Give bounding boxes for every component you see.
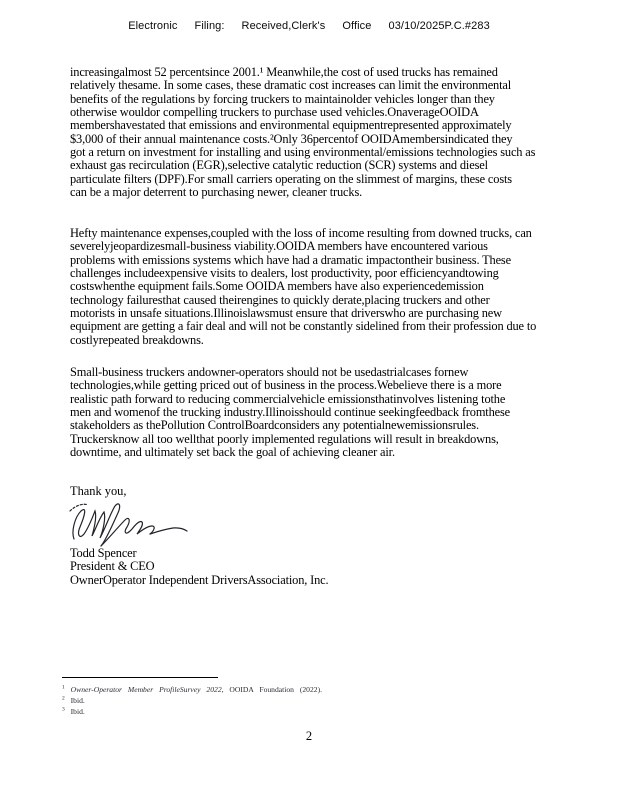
signatory-name: Todd Spencer <box>70 546 137 560</box>
signature-block <box>70 547 328 587</box>
footnote-1-citation-rest: , OOIDA Foundation (2022). <box>221 685 323 694</box>
footnote-2-text: Ibid. <box>70 696 85 706</box>
footnotes <box>62 684 578 718</box>
footnote-separator <box>62 677 218 678</box>
text-line: equipment are getting a fair deal and will not be constantly sidelined from their profession due to <box>70 319 537 334</box>
signatory-title: President & CEO <box>70 559 155 574</box>
text-line: membershavestated that emissions and environmental equipmentrepresented approximately <box>70 118 512 133</box>
paragraph-maintenance <box>70 227 536 347</box>
text-line: Truckersknow all too wellthat poorly implemented regulations will result in breakdowns, <box>70 431 499 446</box>
page-number: 2 <box>305 729 313 743</box>
text-line: severelyjeopardizesmall-business viability.OOIDA members have encountered various <box>70 239 488 254</box>
text-line: 03/10/2025P.C.#283 <box>388 20 490 32</box>
text-line: got a return on investment for installing and using environmental/emissions technologies such as <box>70 145 536 160</box>
text-line: technologies,while getting priced out of business in the process.Webelieve there is a more <box>70 378 502 393</box>
signatory-org: OwnerOperator Independent DriversAssociation, Inc. <box>70 572 329 587</box>
text-line: Small-business truckers andowner-operators should not be usedastrialcases fornew <box>70 365 469 379</box>
text-line: technology failuresthat caused theirengines to quickly derate,placing truckers and other <box>70 292 490 307</box>
text-line: downtime, and ultimately set back the goal of achieving cleaner air. <box>70 445 395 460</box>
text-line: otherwise wouldor compelling truckers to purchase used vehicles.OnaverageOOIDA <box>70 105 479 120</box>
text-line: men and womenof the trucking industry.Illinoisshould continue seekingfeedback fromthese <box>70 405 511 420</box>
text-line: motorists in unsafe situations.Illinoislawsmust ensure that driverswho are purchasing new <box>70 306 502 321</box>
footnote-3 <box>62 706 578 717</box>
text-line: $3,000 of their annual maintenance costs.²Only 36percentof OOIDAmembersindicated they <box>70 131 513 146</box>
text-line: Filing: <box>194 20 225 32</box>
paragraph-recommendation <box>70 366 510 459</box>
text-line: stakeholders as thePollution ControlBoardconsiders any potentialnewemissionsrules. <box>70 418 479 433</box>
text-line: relatively thesame. In some cases, these dramatic cost increases can limit the environmental <box>70 78 512 93</box>
text-line: Hefty maintenance expenses,coupled with the loss of income resulting from downed trucks, can <box>70 226 532 240</box>
closing-salutation: Thank you, <box>70 484 127 498</box>
text-line: benefits of the regulations by forcing truckers to maintainolder vehicles longer than they <box>70 91 495 106</box>
text-line: can be a major deterrent to purchasing newer, cleaner trucks. <box>70 185 363 200</box>
footnote-1-citation-title: Owner-Operator Member ProfileSurvey 2022 <box>70 685 222 694</box>
footnote-3-marker: 3 <box>62 706 65 713</box>
text-line: problems with emissions systems which have had a dramatic impactontheir business. These <box>70 252 511 267</box>
text-line: costswhenthe equipment fails.Some OOIDA members have also experiencedemission <box>70 279 484 294</box>
efiling-stamp-header <box>0 20 618 32</box>
text-line: exhaust gas recirculation (EGR),selective catalytic reduction (SCR) systems and diesel <box>70 158 488 173</box>
footnote-2-marker: 2 <box>62 695 65 702</box>
text-line: particulate filters (DPF).For small carriers operating on the slimmest of margins, these costs <box>70 171 512 186</box>
signature-scrawl-icon <box>66 499 191 549</box>
text-line: Received,Clerk's <box>241 20 326 32</box>
footnote-2 <box>62 695 578 706</box>
text-line: Office <box>342 20 372 32</box>
text-line: Electronic <box>128 20 178 32</box>
footnote-3-text: Ibid. <box>70 707 85 717</box>
text-line: increasingalmost 52 percentsince 2001.¹ Meanwhile,the cost of used trucks has remained <box>70 65 498 79</box>
footnote-1-marker: 1 <box>62 684 65 691</box>
footnote-1 <box>62 684 578 695</box>
text-line: challenges includeexpensive visits to dealers, lost productivity, poor efficiencyandtowing <box>70 266 499 281</box>
paragraph-costs <box>70 66 535 199</box>
text-line: costlyrepeated breakdowns. <box>70 332 204 347</box>
text-line: realistic path forward to reducing commercialvehicle emissionsthatinvolves listening tothe <box>70 391 506 406</box>
